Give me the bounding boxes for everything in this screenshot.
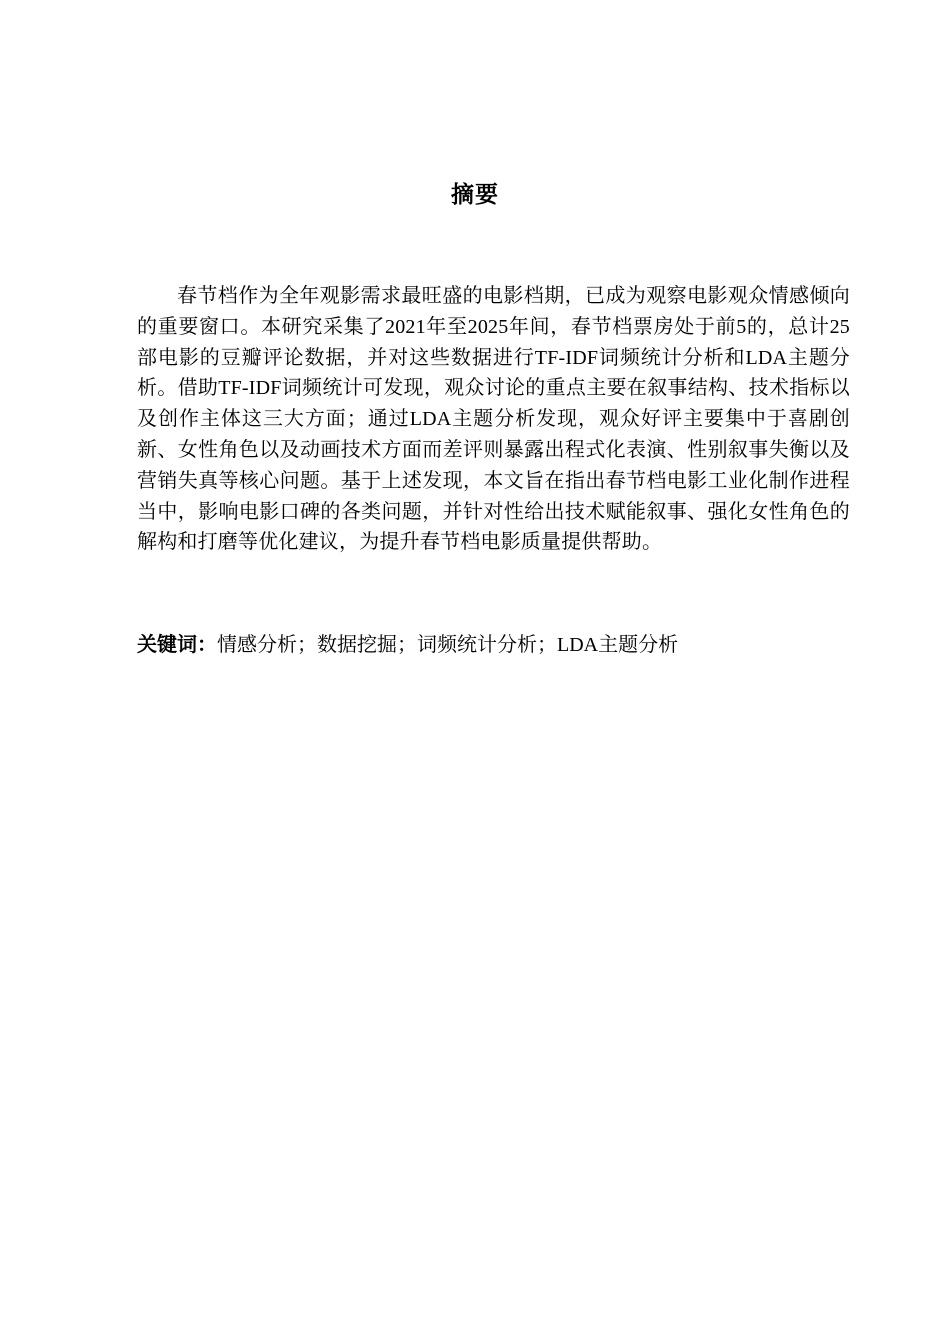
page-title: 摘要 xyxy=(451,181,499,207)
abstract-paragraph: 春节档作为全年观影需求最旺盛的电影档期，已成为观察电影观众情感倾向的重要窗口。本研究采集了2021年至2025年间，春节档票房处于前5的，总计25部电影的豆瓣评论数据，并对这些数据进行TF-IDF词频统计分析和LDA主题分析。借助TF-IDF词频统计可发现，观众讨论的重点主要在叙事结构、技术指标以及创作主体这三大方面；通过LDA主题分析发现，观众好评主要集中于喜剧创新、女性角色以及动画技术方面而差评则暴露出程式化表演、性别叙事失衡以及营销失真等核心问题。基于上述发现，本文旨在指出春节档电影工业化制作进程当中，影响电影口碑的各类问题，并针对性给出技术赋能叙事、强化女性角色的解构和打磨等优化建议，为提升春节档电影质量提供帮助。 xyxy=(137,285,850,554)
keywords-label: 关键词： xyxy=(137,634,217,656)
keywords-line xyxy=(137,630,850,660)
keywords-text: 情感分析；数据挖掘；词频统计分析；LDA主题分析 xyxy=(217,634,679,656)
